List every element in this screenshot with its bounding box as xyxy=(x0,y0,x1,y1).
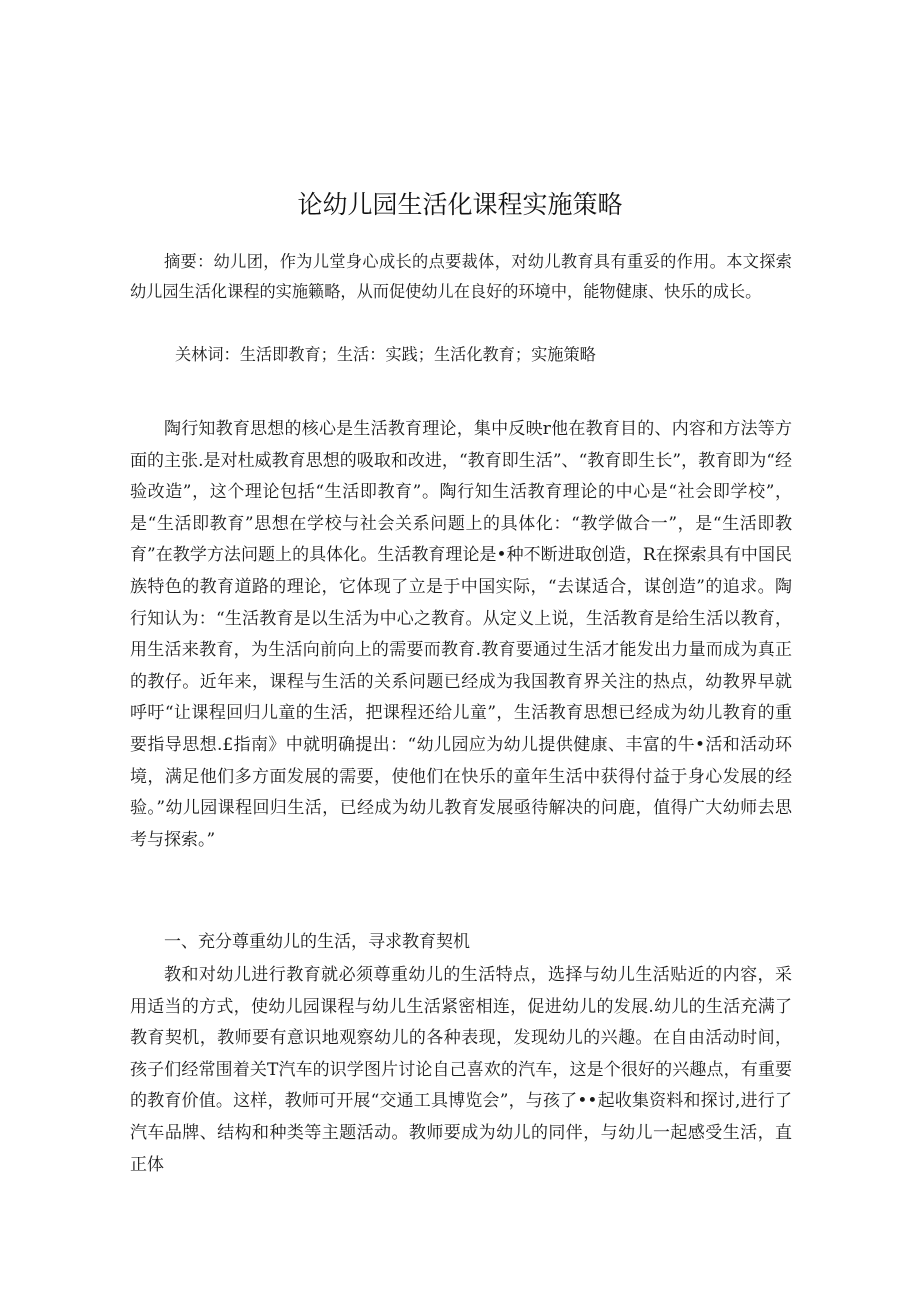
body-paragraph: 教和对幼儿进行教育就必须尊重幼儿的生活特点，选择与幼儿生活贴近的内容，采用适当的方式，使幼儿园课程与幼儿生活紧密相连，促进幼儿的发展.幼儿的生活充满了教育契机，教师要有意识地观察幼儿的各种表现，发现幼儿的兴趣。在自由活动时间，孩子们经常围着关T汽车的识学图片讨论自己喜欢的汽车，这是个很好的兴趣点，有重要的教育价值。这样，教师可开展“交通工具博览会”，与孩了••起收集资料和探讨,进行了汽车品牌、结构和种类等主题活动。教师要成为幼儿的同伴，与幼儿一起感受生活，直正体 xyxy=(130,965,792,1175)
keywords-line: 关林词：生活即教育；生活：实践；生活化教育；实施策略 xyxy=(175,345,596,364)
body-paragraph: 陶行知教育思想的核心是生活教育理论，集中反映r他在教育目的、内容和方法等方面的主张.是对杜威教育思想的吸取和改进，“教育即生活”、“教育即生长”，教育即为“经验改造”，这个理论包括“生活即教育”。陶行知生活教育理论的中心是“社会即学校”，是“生活即教育”思想在学校与社会关系问题上的具体化：“教学做合一”，是“生活即教育”在教学方法问题上的具体化。生活教育理论是•种不断进取创造，R在探索具有中国民族特色的教育道路的理论，它体现了立是于中国实际，“去谋适合，谋创造”的追求。陶行知认为：“生活教育是以生活为中心之教育。从定义上说，生活教育是给生活以教育，用生活来教育，为生活向前向上的需要而教育.教育要通过生活才能发出力量而成为真正的教仔。近年来，课程与生活的关系问题已经成为我国教育界关注的热点，幼教界早就呼吁“让课程回归儿童的生活，把课程还给儿童”，生活教育思想已经成为幼儿教育的重要指导思想.£指南》中就明确提出：“幼儿园应为幼儿提供健康、丰富的牛•活和活动环境，满足他们多方面发展的需要，使他们在快乐的童年生活中获得付益于身心发展的经验。”幼儿园课程回归生活，已经成为幼儿教育发展亟待解决的问鹿，值得广大幼师去思考与探索。” xyxy=(130,419,792,850)
body-section-one xyxy=(130,960,792,1181)
section-heading: 一、充分尊重幼儿的生活，寻求教育契机 xyxy=(164,932,470,952)
document-title: 论幼儿园生活化课程实施策略 xyxy=(297,190,623,219)
abstract-paragraph: 摘要：幼儿团，作为儿堂身心成长的点要裁体，对幼儿教育具有重妥的作用。本文探索幼儿园生活化课程的实施籁略，从而促使幼儿在良好的环境中，能物健康、快乐的成长。 xyxy=(130,252,792,301)
body-section-intro xyxy=(130,414,792,856)
